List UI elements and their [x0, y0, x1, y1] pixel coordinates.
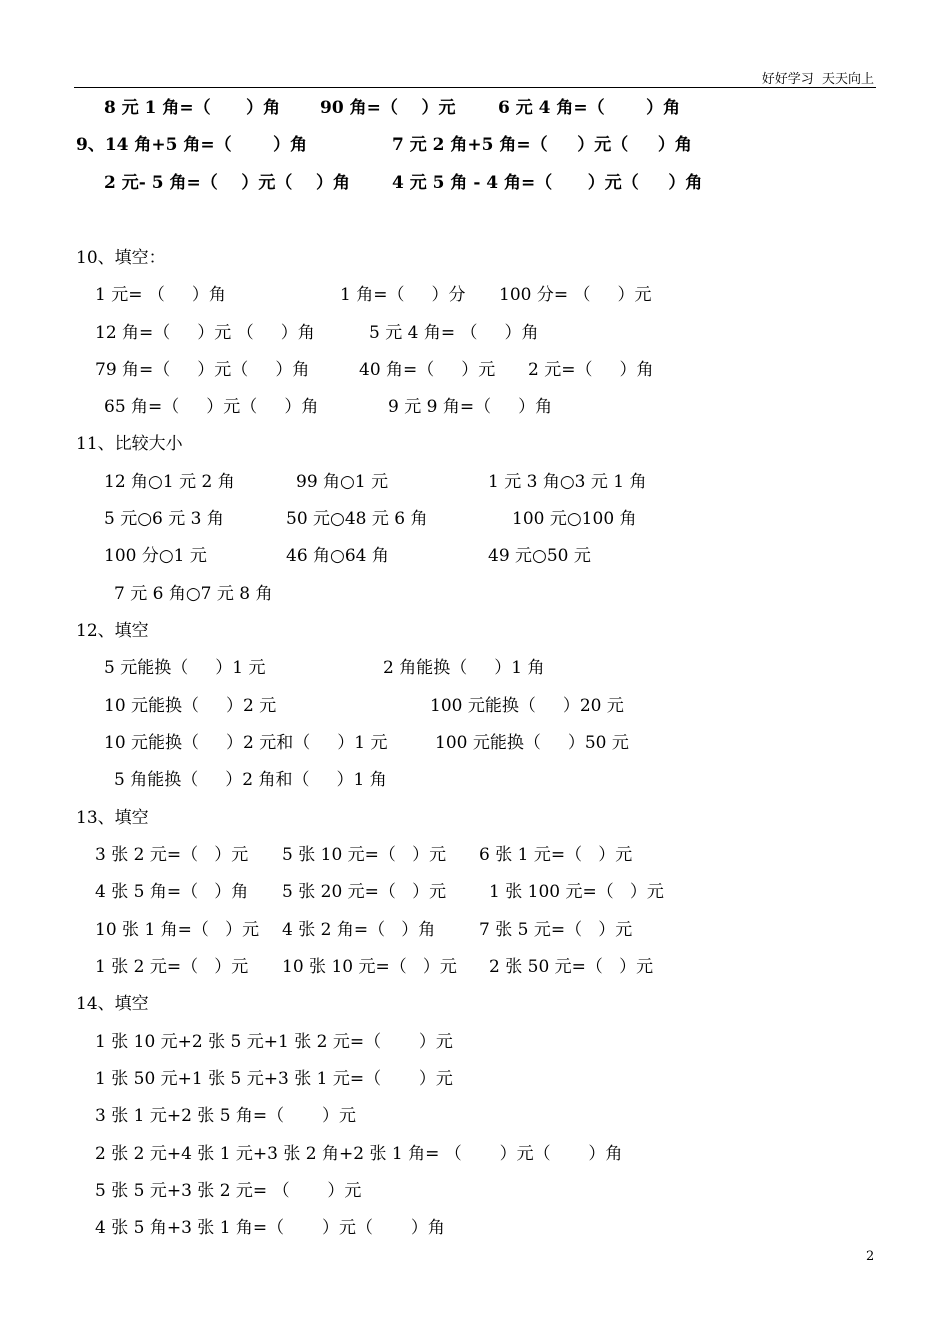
q12-title: 12、填空 — [76, 621, 149, 641]
problem: 5 角能换（ ）2 角和（ ）1 角 — [114, 770, 387, 790]
problem: 100 分○1 元 — [104, 546, 207, 566]
problem: 2 角能换（ ）1 角 — [383, 658, 545, 678]
problem: 9 元 9 角=（ ）角 — [388, 397, 553, 417]
problem: 90 角=（ ）元 — [320, 98, 456, 118]
problem: 1 张 10 元+2 张 5 元+1 张 2 元=（ ）元 — [95, 1032, 453, 1052]
q13-row — [95, 842, 633, 868]
q14-title: 14、填空 — [76, 994, 149, 1014]
problem: 1 张 50 元+1 张 5 元+3 张 1 元=（ ）元 — [95, 1069, 453, 1089]
problem: 10 张 10 元=（ ）元 — [282, 957, 457, 977]
q10-row — [95, 320, 539, 346]
problem: 7 元 2 角+5 角=（ ）元（ ）角 — [392, 135, 692, 155]
q10-row — [104, 394, 553, 420]
problem: 49 元○50 元 — [488, 546, 591, 566]
problem: 50 元○48 元 6 角 — [286, 509, 428, 529]
q13-row — [95, 879, 664, 905]
problem: 4 张 2 角=（ ）角 — [282, 920, 436, 940]
q12-row — [104, 693, 624, 719]
q12-row — [104, 730, 629, 756]
problem: 1 元= （ ）角 — [95, 285, 226, 305]
problem: 5 元 4 角= （ ）角 — [369, 323, 539, 343]
problem: 2 张 50 元=（ ）元 — [489, 957, 654, 977]
problem: 99 角○1 元 — [296, 472, 389, 492]
problem: 3 张 2 元=（ ）元 — [95, 845, 249, 865]
problem: 2 张 2 元+4 张 1 元+3 张 2 角+2 张 1 角= （ ）元（ ）角 — [95, 1144, 623, 1164]
q11-row — [104, 506, 637, 532]
problem: 7 元 6 角○7 元 8 角 — [114, 584, 273, 604]
problem: 12 角○1 元 2 角 — [104, 472, 235, 492]
header-text: 好好学习 天天向上 — [761, 72, 874, 87]
problem: 5 张 5 元+3 张 2 元= （ ）元 — [95, 1181, 362, 1201]
q10-row — [95, 282, 652, 308]
problem: 12 角=（ ）元 （ ）角 — [95, 323, 315, 343]
q9-line-2 — [104, 170, 703, 196]
problem: 2 元=（ ）角 — [528, 360, 654, 380]
problem: 6 元 4 角=（ ）角 — [498, 98, 681, 118]
problem: 3 张 1 元+2 张 5 角=（ ）元 — [95, 1106, 357, 1126]
problem: 2 元- 5 角=（ ）元（ ）角 — [104, 173, 351, 193]
problem: 9、14 角+5 角=（ ）角 — [76, 135, 308, 155]
q11-title: 11、比较大小 — [76, 434, 183, 454]
problem: 6 张 1 元=（ ）元 — [479, 845, 633, 865]
q13-row — [95, 917, 633, 943]
problem: 100 分= （ ）元 — [499, 285, 652, 305]
q13-title: 13、填空 — [76, 808, 149, 828]
problem: 5 元○6 元 3 角 — [104, 509, 224, 529]
problem: 100 元○100 角 — [512, 509, 637, 529]
q11-row — [114, 581, 273, 607]
problem: 1 张 2 元=（ ）元 — [95, 957, 249, 977]
q12-row — [114, 767, 387, 793]
problem: 5 元能换（ ）1 元 — [104, 658, 266, 678]
q11-row — [104, 469, 647, 495]
problem: 4 张 5 角=（ ）角 — [95, 882, 249, 902]
problem: 5 张 10 元=（ ）元 — [282, 845, 447, 865]
q13-row — [95, 954, 654, 980]
problem: 100 元能换（ ）20 元 — [430, 696, 624, 716]
q11-row — [104, 543, 591, 569]
q12-row — [104, 655, 545, 681]
problem: 10 元能换（ ）2 元和（ ）1 元 — [104, 733, 388, 753]
q10-row — [95, 357, 654, 383]
q9-line — [76, 132, 692, 158]
problem: 65 角=（ ）元（ ）角 — [104, 397, 319, 417]
problem: 1 张 100 元=（ ）元 — [489, 882, 664, 902]
problem: 1 角=（ ）分 — [340, 285, 466, 305]
page-header — [74, 66, 876, 88]
problem: 10 元能换（ ）2 元 — [104, 696, 277, 716]
problem: 100 元能换（ ）50 元 — [435, 733, 629, 753]
problem: 4 张 5 角+3 张 1 角=（ ）元（ ）角 — [95, 1218, 445, 1238]
problem: 4 元 5 角 - 4 角=（ ）元（ ）角 — [392, 173, 703, 193]
q10-title: 10、填空： — [76, 248, 166, 268]
problem: 10 张 1 角=（ ）元 — [95, 920, 260, 940]
q8-line — [104, 95, 681, 121]
problem: 1 元 3 角○3 元 1 角 — [488, 472, 647, 492]
problem: 7 张 5 元=（ ）元 — [479, 920, 633, 940]
problem: 79 角=（ ）元（ ）角 — [95, 360, 310, 380]
problem: 40 角=（ ）元 — [359, 360, 496, 380]
problem: 5 张 20 元=（ ）元 — [282, 882, 447, 902]
page-number: 2 — [866, 1249, 875, 1264]
problem: 8 元 1 角=（ ）角 — [104, 98, 281, 118]
problem: 46 角○64 角 — [286, 546, 389, 566]
